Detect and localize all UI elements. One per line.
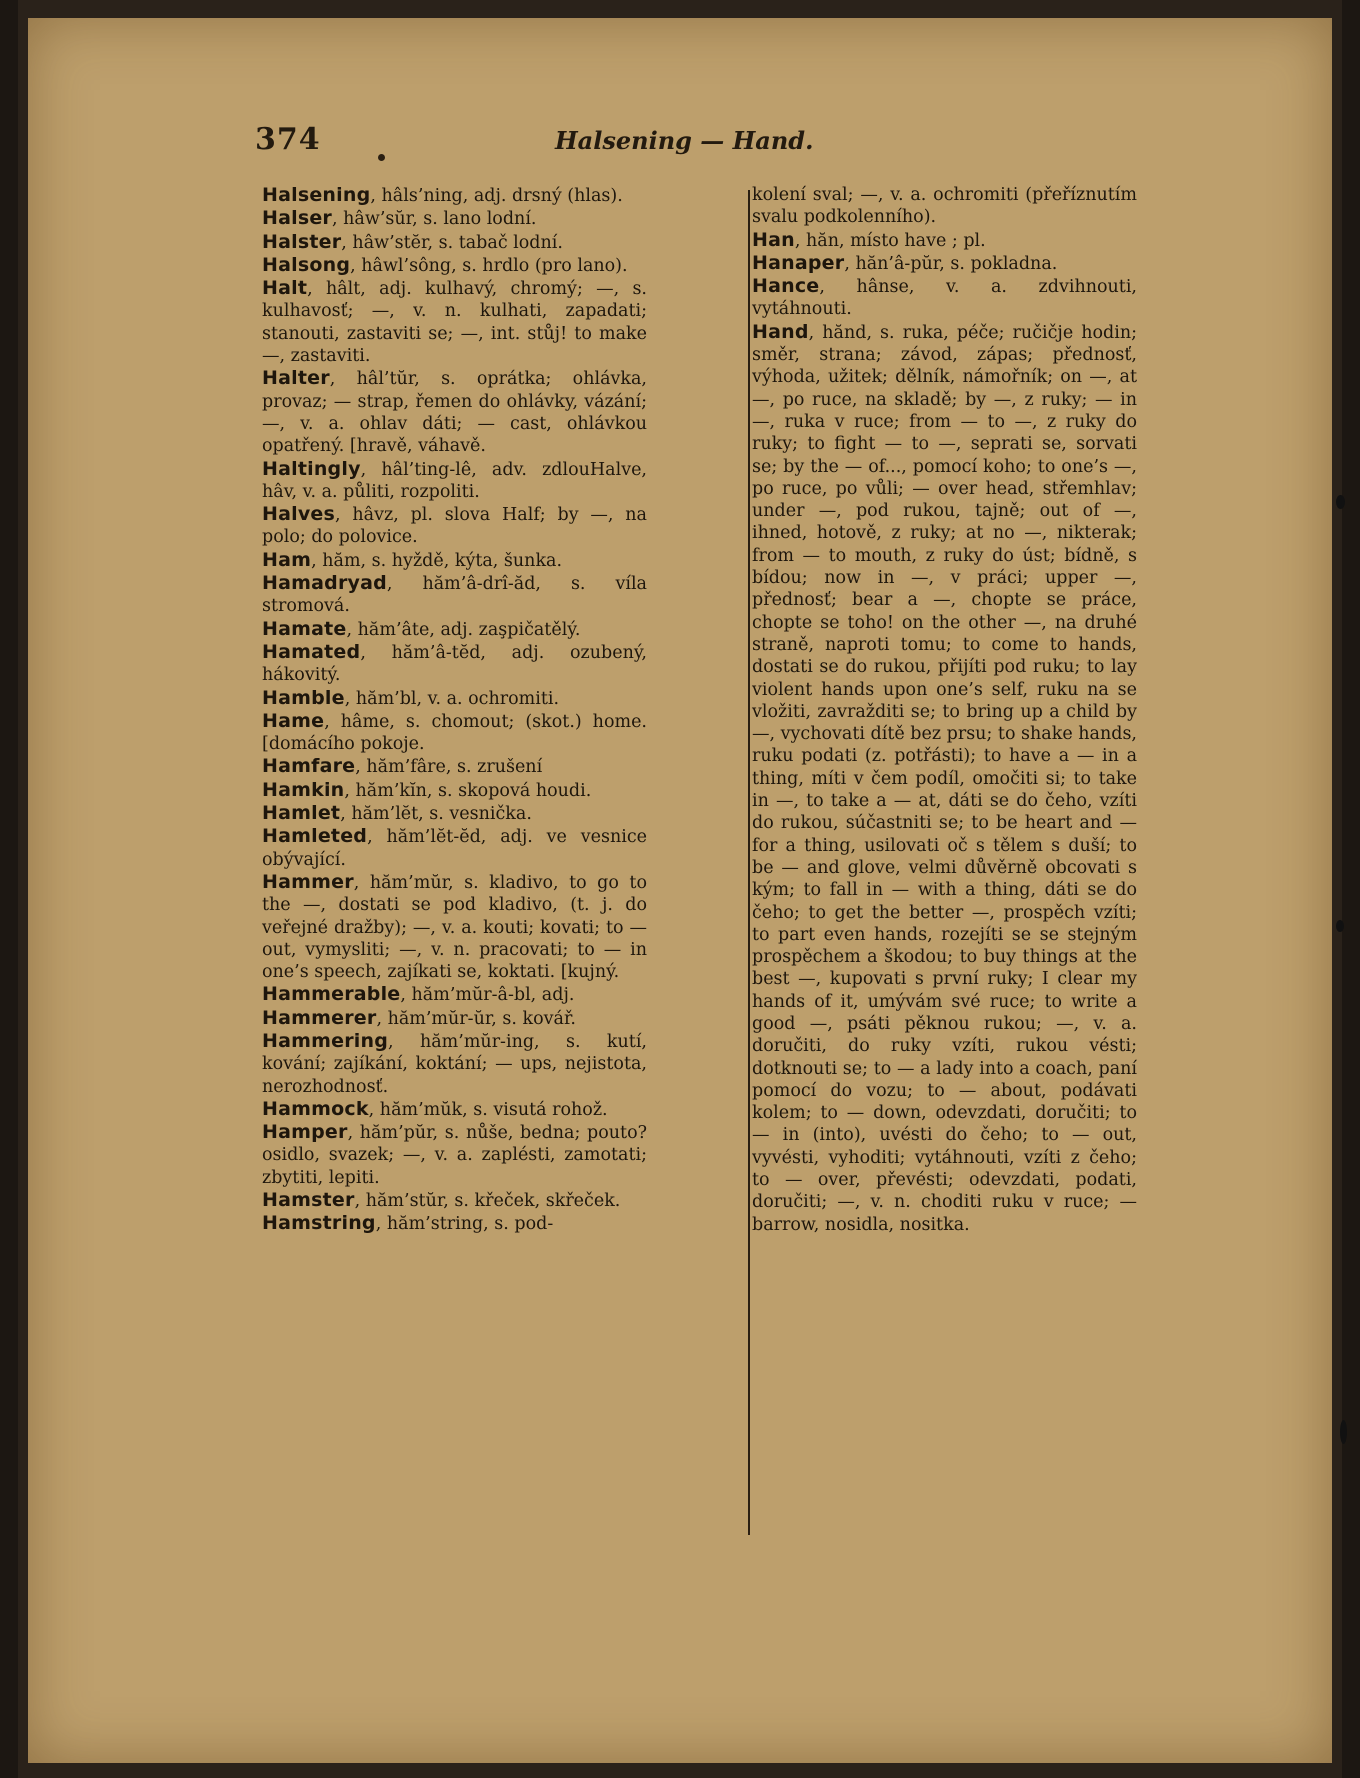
headword: Halsong bbox=[262, 253, 351, 276]
scan-edge-mark bbox=[1340, 1420, 1347, 1444]
dictionary-entry: Halsening, hâls’ning, adj. drsný (hlas). bbox=[262, 184, 623, 206]
dictionary-entry: Hamper, hăm’pŭr, s. nůše, bedna; pouto? osidlo, svazek; —, v. a. zaplésti, zamotati; zbytiti, lepiti. bbox=[262, 1121, 647, 1188]
dictionary-entry: Halser, hâw’sŭr, s. lano lodní. bbox=[262, 207, 537, 230]
column-divider bbox=[748, 190, 750, 1535]
dictionary-entry: Hame, hâme, s. chomout; (skot.) home. [domácího pokoje. bbox=[262, 709, 647, 755]
dictionary-entry: Hamkin, hăm’kĭn, s. skopová houdi. bbox=[262, 778, 592, 801]
headword: Hammer bbox=[262, 870, 354, 893]
scan-edge-mark bbox=[1336, 495, 1345, 509]
dictionary-entry: Halsong, hâwl’sông, s. hrdlo (pro lano). bbox=[262, 253, 628, 276]
dictionary-entry: Hanaper, hăn’â-pŭr, s. pokladna. bbox=[752, 251, 1058, 274]
dictionary-entry: Hammerable, hăm’mŭr-â-bl, adj. bbox=[262, 983, 575, 1006]
dictionary-entry: Hamster, hăm’stŭr, s. křeček, skřeček. bbox=[262, 1189, 621, 1212]
headword: Hance bbox=[752, 275, 820, 298]
dictionary-entry: Hamated, hăm’â-tĕd, adj. ozubený, hákovitý. bbox=[262, 640, 647, 686]
dictionary-entry: Haltingly, hâl’ting-lê, adv. zdlouHalve, hâv, v. a. půliti, rozpoliti. bbox=[262, 457, 647, 502]
headword: Hamfare bbox=[262, 755, 356, 778]
headword: Ham bbox=[262, 548, 312, 571]
headword: Han bbox=[752, 228, 795, 251]
headword: Hamadryad bbox=[262, 572, 387, 595]
scan-border-left bbox=[0, 0, 18, 1778]
headword: Halves bbox=[262, 503, 336, 526]
dictionary-entry: Hamstring, hăm’string, s. pod- bbox=[262, 1212, 554, 1235]
headword: Haltingly bbox=[262, 457, 361, 480]
dictionary-entry: Halt, hâlt, adj. kulhavý, chromý; —, s. kulhavosť; —, v. n. kulhati, zapadati; stanouti, zastaviti se; —, int. stůj! to make —, zastaviti. bbox=[262, 277, 647, 367]
dictionary-entry: Hamble, hăm’bl, v. a. ochromiti. bbox=[262, 686, 560, 709]
dictionary-entry: Ham, hăm, s. hyždě, kýta, šunka. bbox=[262, 548, 563, 571]
dictionary-entry: Hamadryad, hăm’â-drî-ăd, s. víla stromová. bbox=[262, 572, 647, 617]
headword: Hanaper bbox=[752, 251, 845, 274]
dictionary-entry: kolení sval; —, v. a. ochromiti (přeříznutím svalu podkolenního). bbox=[752, 185, 1137, 228]
headword: Hamkin bbox=[262, 778, 345, 801]
headword: Halser bbox=[262, 207, 333, 230]
headword: Hammock bbox=[262, 1097, 369, 1120]
headword: Hame bbox=[262, 709, 325, 732]
dictionary-entry: Hamfare, hăm’fâre, s. zrušení bbox=[262, 755, 543, 778]
dictionary-entry: Hance, hânse, v. a. zdvihnouti, vytáhnouti. bbox=[752, 275, 1137, 320]
headword: Hamleted bbox=[262, 825, 368, 848]
headword: Hamlet bbox=[262, 802, 341, 825]
ink-dot bbox=[378, 154, 385, 161]
dictionary-entry: Hammerer, hăm’mŭr-ŭr, s. kovář. bbox=[262, 1006, 576, 1029]
headword: Hammerer bbox=[262, 1006, 377, 1029]
left-column bbox=[262, 184, 647, 1236]
headword: Hamstring bbox=[262, 1212, 376, 1235]
scan-edge-mark bbox=[1336, 920, 1344, 932]
dictionary-entry: Hammock, hăm’mŭk, s. visutá rohož. bbox=[262, 1097, 608, 1120]
headword: Hamate bbox=[262, 617, 347, 640]
dictionary-entry: Halves, hâvz, pl. slova Half; by —, na polo; do polovice. bbox=[262, 503, 647, 548]
running-title: Halsening — Hand. bbox=[555, 126, 814, 155]
dictionary-entry: Hamate, hăm’âte, adj. zaşpičatělý. bbox=[262, 617, 581, 640]
headword: Halt bbox=[262, 277, 308, 300]
dictionary-entry: Han, hăn, místo have ; pl. bbox=[752, 228, 986, 251]
headword: Halter bbox=[262, 367, 330, 390]
dictionary-entry: Hammering, hăm’mŭr-ing, s. kutí, kování; zajíkání, koktání; — ups, nejistota, nerozhodnosť. bbox=[262, 1029, 647, 1097]
page-header bbox=[255, 122, 1065, 166]
headword: Hamble bbox=[262, 686, 345, 709]
headword: Hamster bbox=[262, 1189, 355, 1212]
headword: Hamated bbox=[262, 640, 361, 663]
dictionary-entry: Hamlet, hăm’lĕt, s. vesnička. bbox=[262, 802, 532, 825]
dictionary-entry: Hammer, hăm’mŭr, s. kladivo, to go to the —, dostati se pod kladivo, (t. j. do veřejné dražby); —, v. a. kouti; kovati; to — out, vymysliti; —, v. n. pracovati; to — in one’s speech, zajíkati se, koktati. [kujný. bbox=[262, 870, 647, 983]
dictionary-entry: Hand, hănd, s. ruka, péče; ručičje hodin; směr, strana; závod, zápas; přednosť, výhoda, užitek; dělník, námořník; on —, at —, po ruce, na skladě; by —, z ruky; — in —, ruka v ruce; from — to —, z ruky do ruky; to fight — to —, seprati se, sorvati se; by the — of..., pomocí koho; to one’s —, po ruce, po vůli; — over head, střemhlav; under —, pod rukou, tajně; out of —, ihned, hotově, z ruky; at no —, nikterak; from — to mouth, z ruky do úst; bídně, s bídou; now in —, v práci; upper —, přednosť; bear a —, chopte se práce, chopte se toho! on the other —, na druhé straně, naproti tomu; to come to hands, dostati se do rukou, přijíti pod ruku; to lay violent hands upon one’s self, ruku na se vložiti, zavražditi se; to bring up a child by —, vychovati dítě bez prsu; to shake hands, ruku podati (z. potřásti); to have a — in a thing, míti v čem podíl, omočiti si; to take in —, to take a — at, dáti se do čeho, vzíti do rukou, súčastniti se; to be heart and — for a thing, usilovati oč s tělem s duší; to be — and glove, velmi důvěrně obcovati s kým; to fall in — with a thing, dáti se do čeho; to get the better —, prospěch vzíti; to part even hands, rozejíti se se stejným prospěchem a škodou; to buy things at the best —, kupovati s první ruky; I clear my hands of it, umývám své ruce; to write a good —, psáti pěknou rukou; —, v. a. doručiti, do ruky vzíti, rukou vésti; dotknouti se; to — a lady into a coach, paní pomocí do vozu; to — about, podávati kolem; to — down, odevzdati, doručiti; to — in (into), uvésti do čeho; to — out, vyvésti, vyhoditi; vytáhnouti, vzíti z čeho; to — over, převésti; odevzdati, podati, doručiti; —, v. n. choditi ruku v ruce; — barrow, nosidla, nositka. bbox=[752, 320, 1137, 1235]
dictionary-entry: Hamleted, hăm’lĕt-ĕd, adj. ve vesnice obývající. bbox=[262, 825, 647, 870]
headword: Halsening bbox=[262, 184, 371, 206]
page-number: 374 bbox=[255, 122, 321, 157]
headword: Hammering bbox=[262, 1029, 389, 1052]
dictionary-entry: Halter, hâl’tŭr, s. oprátka; ohlávka, provaz; — strap, řemen do ohlávky, vázání; —, v. a. ohlav dáti; — cast, ohlávkou opatřený. [hravě, váhavě. bbox=[262, 367, 647, 457]
headword: Hand bbox=[752, 320, 809, 343]
headword: Halster bbox=[262, 230, 342, 253]
right-column bbox=[752, 184, 1137, 1236]
scan-border-right bbox=[1342, 0, 1360, 1778]
headword: Hammerable bbox=[262, 983, 401, 1006]
headword: Hamper bbox=[262, 1121, 348, 1144]
dictionary-entry: Halster, hâw’stĕr, s. tabač lodní. bbox=[262, 230, 563, 253]
